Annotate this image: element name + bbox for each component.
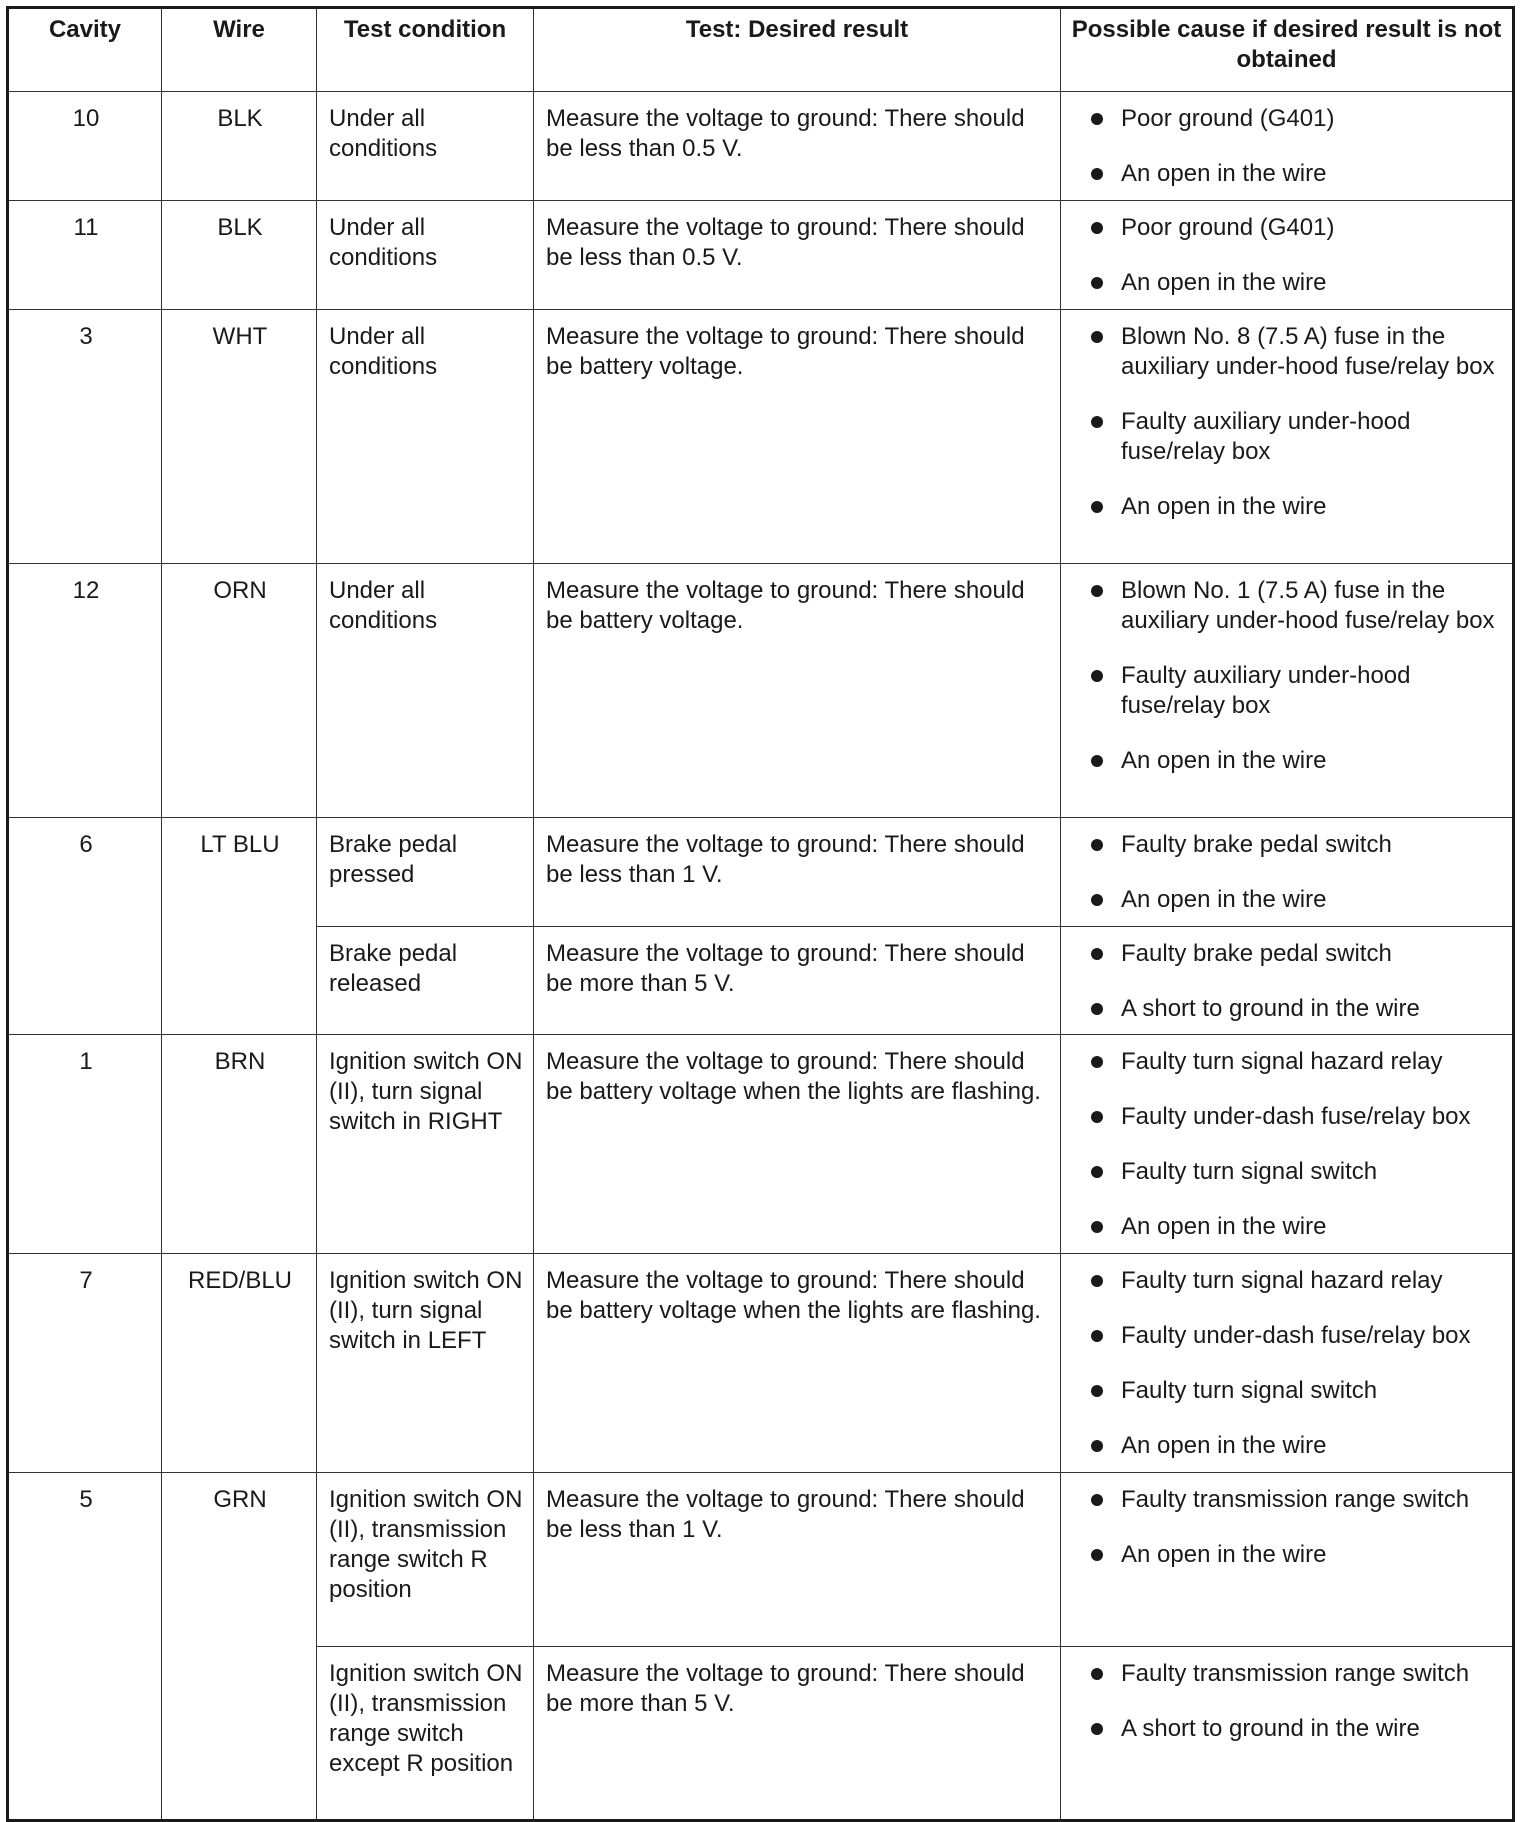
cause-item xyxy=(1073,492,1502,522)
cause-item xyxy=(1073,746,1502,776)
possible-cause-cell xyxy=(1061,927,1514,1035)
table-row xyxy=(8,564,1514,818)
cause-item xyxy=(1073,661,1502,721)
cavity-cell: 7 xyxy=(8,1254,162,1473)
cause-item xyxy=(1073,994,1502,1024)
cause-text: Blown No. 1 (7.5 A) fuse in the auxiliary under-hood fuse/relay box xyxy=(1121,577,1495,634)
cause-text: Faulty turn signal hazard relay xyxy=(1121,1267,1443,1294)
wire-cell: LT BLU xyxy=(162,818,317,1035)
desired-result-cell: Measure the voltage to ground: There should be more than 5 V. xyxy=(534,927,1061,1035)
cause-text: Faulty transmission range switch xyxy=(1121,1660,1470,1687)
possible-cause-cell xyxy=(1061,1473,1514,1647)
possible-cause-cell xyxy=(1061,564,1514,818)
cause-list xyxy=(1073,830,1502,915)
cause-list xyxy=(1073,104,1502,189)
cavity-cell: 1 xyxy=(8,1035,162,1254)
bullet-icon xyxy=(1091,948,1103,960)
header-row xyxy=(8,8,1514,92)
cause-item xyxy=(1073,1102,1502,1132)
wire-cell: BLK xyxy=(162,92,317,201)
cause-item xyxy=(1073,1659,1502,1689)
desired-result-cell: Measure the voltage to ground: There should be more than 5 V. xyxy=(534,1647,1061,1821)
cause-list xyxy=(1073,322,1502,522)
cause-list xyxy=(1073,1047,1502,1242)
table-row xyxy=(8,1035,1514,1254)
cause-text: Faulty under-dash fuse/relay box xyxy=(1121,1322,1471,1349)
desired-result-cell: Measure the voltage to ground: There should be less than 1 V. xyxy=(534,1473,1061,1647)
bullet-icon xyxy=(1091,1440,1103,1452)
cause-text: An open in the wire xyxy=(1121,886,1327,913)
cause-text: Faulty brake pedal switch xyxy=(1121,831,1392,858)
possible-cause-cell xyxy=(1061,201,1514,310)
cause-item xyxy=(1073,1157,1502,1187)
bullet-icon xyxy=(1091,585,1103,597)
test-condition-cell: Ignition switch ON (II), turn signal switch in LEFT xyxy=(317,1254,534,1473)
wire-cell: WHT xyxy=(162,310,317,564)
desired-result-cell: Measure the voltage to ground: There should be less than 1 V. xyxy=(534,818,1061,927)
table-row xyxy=(8,310,1514,564)
cause-text: Faulty under-dash fuse/relay box xyxy=(1121,1103,1471,1130)
bullet-icon xyxy=(1091,1723,1103,1735)
cause-item xyxy=(1073,939,1502,969)
bullet-icon xyxy=(1091,501,1103,513)
cause-list xyxy=(1073,1659,1502,1744)
wire-cell: RED/BLU xyxy=(162,1254,317,1473)
bullet-icon xyxy=(1091,1056,1103,1068)
cause-text: Faulty brake pedal switch xyxy=(1121,940,1392,967)
bullet-icon xyxy=(1091,277,1103,289)
test-condition-cell: Ignition switch ON (II), transmission range switch R position xyxy=(317,1473,534,1647)
cause-item xyxy=(1073,213,1502,243)
cause-text: An open in the wire xyxy=(1121,1432,1327,1459)
header-cavity: Cavity xyxy=(8,8,162,92)
cause-item xyxy=(1073,159,1502,189)
desired-result-cell: Measure the voltage to ground: There should be battery voltage. xyxy=(534,310,1061,564)
test-condition-cell: Brake pedal released xyxy=(317,927,534,1035)
cavity-cell: 12 xyxy=(8,564,162,818)
cause-item xyxy=(1073,1212,1502,1242)
table-row xyxy=(8,1473,1514,1647)
desired-result-cell: Measure the voltage to ground: There should be battery voltage when the lights are flashing. xyxy=(534,1254,1061,1473)
bullet-icon xyxy=(1091,755,1103,767)
cause-text: Poor ground (G401) xyxy=(1121,214,1335,241)
cause-item xyxy=(1073,322,1502,382)
cause-list xyxy=(1073,213,1502,298)
cause-list xyxy=(1073,1266,1502,1461)
bullet-icon xyxy=(1091,1494,1103,1506)
desired-result-cell: Measure the voltage to ground: There should be less than 0.5 V. xyxy=(534,92,1061,201)
cause-item xyxy=(1073,576,1502,636)
cause-item xyxy=(1073,1714,1502,1744)
table-header xyxy=(8,8,1514,92)
diagnostic-table xyxy=(6,6,1515,1822)
cavity-cell: 11 xyxy=(8,201,162,310)
cavity-cell: 6 xyxy=(8,818,162,1035)
bullet-icon xyxy=(1091,1330,1103,1342)
possible-cause-cell xyxy=(1061,1647,1514,1821)
cause-item xyxy=(1073,1431,1502,1461)
bullet-icon xyxy=(1091,222,1103,234)
header-possible-cause: Possible cause if desired result is not obtained xyxy=(1061,8,1514,92)
bullet-icon xyxy=(1091,1549,1103,1561)
bullet-icon xyxy=(1091,839,1103,851)
cavity-cell: 3 xyxy=(8,310,162,564)
table-row xyxy=(8,1254,1514,1473)
bullet-icon xyxy=(1091,1275,1103,1287)
bullet-icon xyxy=(1091,1003,1103,1015)
cause-item xyxy=(1073,830,1502,860)
wire-cell: GRN xyxy=(162,1473,317,1821)
cause-text: Faulty auxiliary under-hood fuse/relay box xyxy=(1121,408,1411,465)
desired-result-cell: Measure the voltage to ground: There should be battery voltage. xyxy=(534,564,1061,818)
bullet-icon xyxy=(1091,331,1103,343)
desired-result-cell: Measure the voltage to ground: There should be battery voltage when the lights are flashing. xyxy=(534,1035,1061,1254)
cause-list xyxy=(1073,576,1502,776)
test-condition-cell: Under all conditions xyxy=(317,201,534,310)
cause-item xyxy=(1073,407,1502,467)
header-wire: Wire xyxy=(162,8,317,92)
table-row xyxy=(8,201,1514,310)
cause-item xyxy=(1073,268,1502,298)
cause-text: A short to ground in the wire xyxy=(1121,995,1420,1022)
cause-text: Faulty turn signal switch xyxy=(1121,1158,1378,1185)
cavity-cell: 5 xyxy=(8,1473,162,1821)
cause-item xyxy=(1073,1321,1502,1351)
cause-text: Faulty turn signal hazard relay xyxy=(1121,1048,1443,1075)
cause-text: A short to ground in the wire xyxy=(1121,1715,1420,1742)
cause-list xyxy=(1073,939,1502,1024)
wire-cell: BLK xyxy=(162,201,317,310)
possible-cause-cell xyxy=(1061,1035,1514,1254)
cavity-cell: 10 xyxy=(8,92,162,201)
cause-text: Faulty turn signal switch xyxy=(1121,1377,1378,1404)
bullet-icon xyxy=(1091,113,1103,125)
possible-cause-cell xyxy=(1061,1254,1514,1473)
bullet-icon xyxy=(1091,1668,1103,1680)
test-condition-cell: Under all conditions xyxy=(317,564,534,818)
cause-text: An open in the wire xyxy=(1121,160,1327,187)
test-condition-cell: Under all conditions xyxy=(317,310,534,564)
bullet-icon xyxy=(1091,168,1103,180)
cause-text: An open in the wire xyxy=(1121,493,1327,520)
cause-item xyxy=(1073,1047,1502,1077)
cause-text: An open in the wire xyxy=(1121,747,1327,774)
cause-text: An open in the wire xyxy=(1121,1541,1327,1568)
bullet-icon xyxy=(1091,670,1103,682)
cause-item xyxy=(1073,1266,1502,1296)
test-condition-cell: Brake pedal pressed xyxy=(317,818,534,927)
cause-list xyxy=(1073,1485,1502,1570)
cause-text: Blown No. 8 (7.5 A) fuse in the auxiliary under-hood fuse/relay box xyxy=(1121,323,1495,380)
cause-item xyxy=(1073,104,1502,134)
cause-item xyxy=(1073,1485,1502,1515)
table-row xyxy=(8,818,1514,927)
desired-result-cell: Measure the voltage to ground: There should be less than 0.5 V. xyxy=(534,201,1061,310)
bullet-icon xyxy=(1091,1166,1103,1178)
cause-text: Faulty transmission range switch xyxy=(1121,1486,1470,1513)
bullet-icon xyxy=(1091,894,1103,906)
header-test-condition: Test condition xyxy=(317,8,534,92)
wire-cell: BRN xyxy=(162,1035,317,1254)
cause-text: Poor ground (G401) xyxy=(1121,105,1335,132)
table-row xyxy=(8,92,1514,201)
bullet-icon xyxy=(1091,1385,1103,1397)
cause-text: An open in the wire xyxy=(1121,269,1327,296)
possible-cause-cell xyxy=(1061,818,1514,927)
cause-text: An open in the wire xyxy=(1121,1213,1327,1240)
cause-item xyxy=(1073,1376,1502,1406)
bullet-icon xyxy=(1091,1221,1103,1233)
header-desired-result: Test: Desired result xyxy=(534,8,1061,92)
possible-cause-cell xyxy=(1061,310,1514,564)
wire-cell: ORN xyxy=(162,564,317,818)
bullet-icon xyxy=(1091,416,1103,428)
test-condition-cell: Ignition switch ON (II), turn signal switch in RIGHT xyxy=(317,1035,534,1254)
cause-text: Faulty auxiliary under-hood fuse/relay box xyxy=(1121,662,1411,719)
cause-item xyxy=(1073,885,1502,915)
table-body xyxy=(8,92,1514,1821)
possible-cause-cell xyxy=(1061,92,1514,201)
test-condition-cell: Ignition switch ON (II), transmission range switch except R position xyxy=(317,1647,534,1821)
bullet-icon xyxy=(1091,1111,1103,1123)
test-condition-cell: Under all conditions xyxy=(317,92,534,201)
cause-item xyxy=(1073,1540,1502,1570)
